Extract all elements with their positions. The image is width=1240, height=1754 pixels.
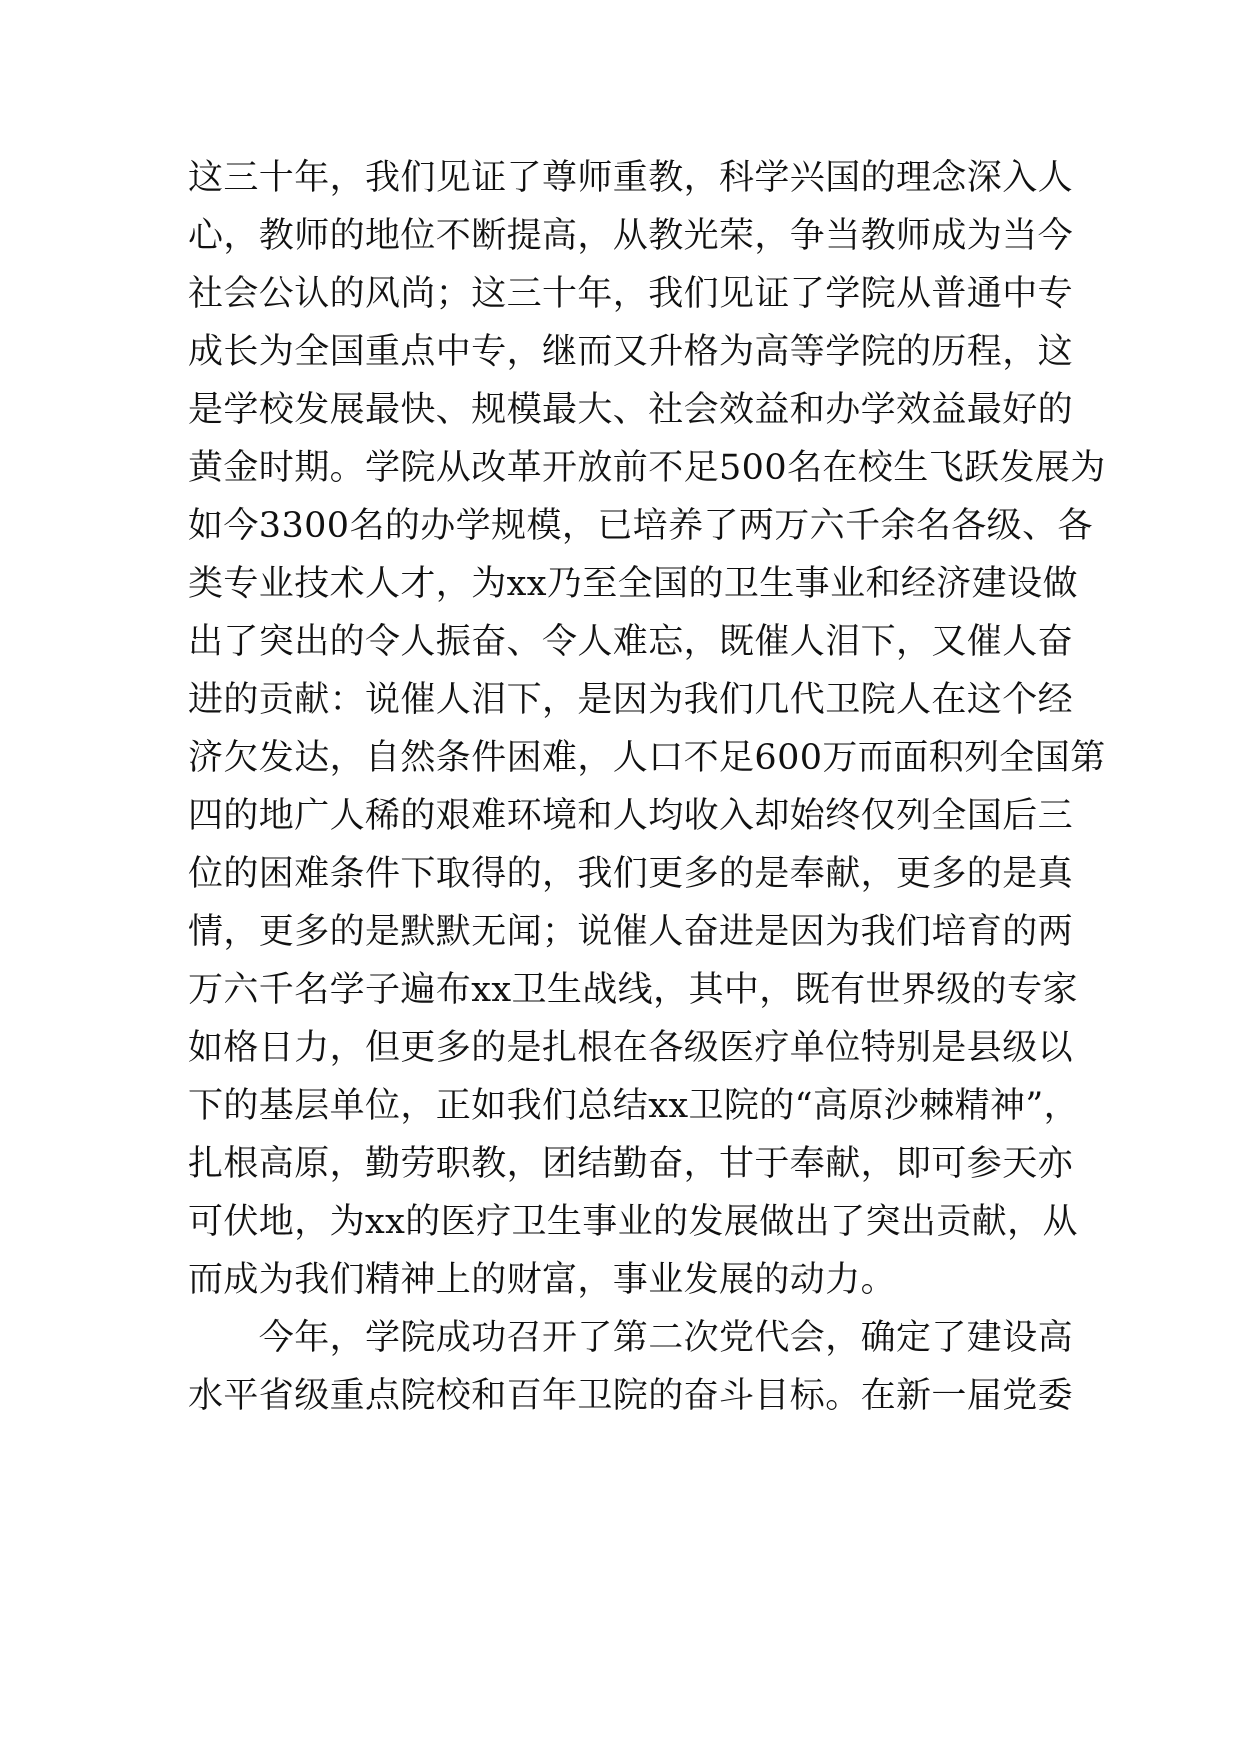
- text-line: 水平省级重点院校和百年卫院的奋斗目标。在新一届党委: [188, 1376, 1074, 1416]
- text-line: 四的地广人稀的艰难环境和人均收入却始终仅列全国后三: [188, 796, 1074, 836]
- text-line: 出了突出的令人振奋、令人难忘，既催人泪下，又催人奋: [188, 622, 1074, 662]
- text-line: 今年，学院成功召开了第二次党代会，确定了建设高: [188, 1318, 1074, 1358]
- text-line: 万六千名学子遍布xx卫生战线，其中，既有世界级的专家: [188, 970, 1078, 1010]
- text-line: 如今3300名的办学规模，已培养了两万六千余名各级、各: [188, 506, 1093, 546]
- text-line: 社会公认的风尚；这三十年，我们见证了学院从普通中专: [188, 274, 1074, 314]
- text-line: 可伏地，为xx的医疗卫生事业的发展做出了突出贡献，从: [188, 1202, 1078, 1242]
- text-line: 心，教师的地位不断提高，从教光荣，争当教师成为当今: [188, 216, 1074, 256]
- text-line: 位的困难条件下取得的，我们更多的是奉献，更多的是真: [188, 854, 1074, 894]
- text-line: 是学校发展最快、规模最大、社会效益和办学效益最好的: [188, 390, 1074, 430]
- text-line: 如格日力，但更多的是扎根在各级医疗单位特别是县级以: [188, 1028, 1074, 1068]
- text-line: 类专业技术人才，为xx乃至全国的卫生事业和经济建设做: [188, 564, 1078, 604]
- text-line: 下的基层单位，正如我们总结xx卫院的“高原沙棘精神”，: [188, 1086, 1080, 1126]
- text-line: 黄金时期。学院从改革开放前不足500名在校生飞跃发展为: [188, 448, 1106, 488]
- text-line: 进的贡献：说催人泪下，是因为我们几代卫院人在这个经: [188, 680, 1074, 720]
- text-line: 情，更多的是默默无闻；说催人奋进是因为我们培育的两: [188, 912, 1074, 952]
- text-line: 济欠发达，自然条件困难，人口不足600万而面积列全国第: [188, 738, 1106, 778]
- text-line: 扎根高原，勤劳职教，团结勤奋，甘于奉献，即可参天亦: [188, 1144, 1074, 1184]
- text-line: 而成为我们精神上的财富，事业发展的动力。: [188, 1260, 897, 1300]
- text-line: 成长为全国重点中专，继而又升格为高等学院的历程，这: [188, 332, 1074, 372]
- text-line: 这三十年，我们见证了尊师重教，科学兴国的理念深入人: [188, 158, 1074, 198]
